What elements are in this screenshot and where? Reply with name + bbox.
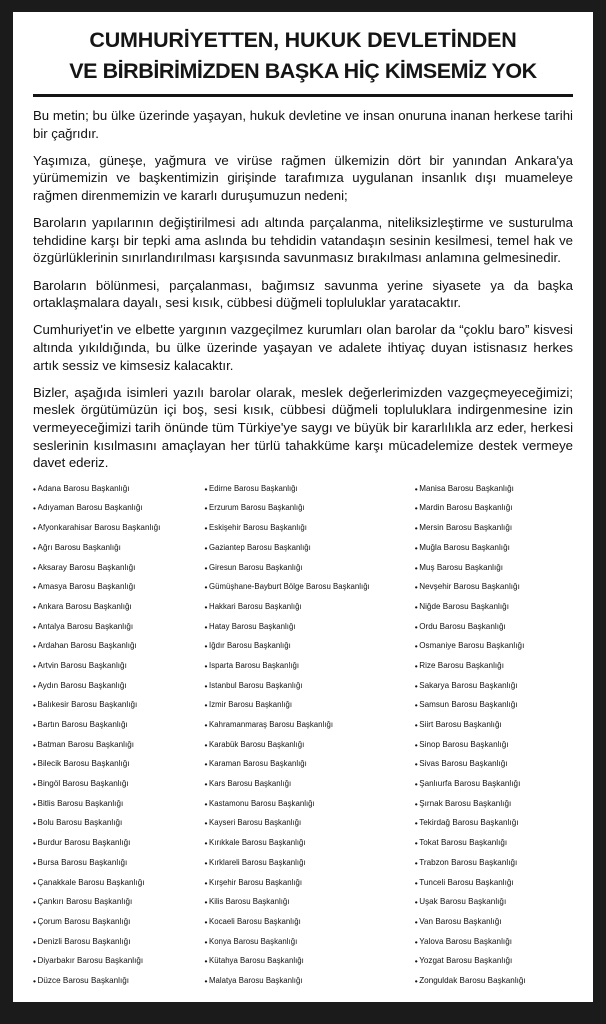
bullet-icon: • [204,798,208,809]
list-item [205,564,411,584]
signatory-name: Adıyaman Barosu Başkanlığı [37,504,143,513]
bullet-icon: • [414,818,418,829]
signatory-name: Kastamonu Barosu Başkanlığı [209,799,315,808]
signatory-list [33,485,573,997]
signatory-name: Şırnak Barosu Başkanlığı [419,799,512,808]
signatory-name: Yozgat Barosu Başkanlığı [419,957,513,966]
list-item [415,957,573,977]
bullet-icon: • [414,483,418,494]
signatory-name: Sinop Barosu Başkanlığı [419,740,509,749]
bullet-icon: • [33,798,37,809]
signatory-name: Van Barosu Başkanlığı [419,917,502,926]
signatory-column-3 [415,485,573,997]
bullet-icon: • [33,680,37,691]
signatory-name: Erzurum Barosu Başkanlığı [209,504,305,513]
bullet-icon: • [33,621,37,632]
signatory-name: Yalova Barosu Başkanlığı [419,937,513,946]
bullet-icon: • [33,720,37,731]
list-item [205,977,411,997]
bullet-icon: • [204,621,208,632]
list-item [205,800,411,820]
list-item [33,721,201,741]
bullet-icon: • [204,818,208,829]
list-item [33,662,201,682]
signatory-name: Hatay Barosu Başkanlığı [209,622,296,631]
signatory-name: Balıkesir Barosu Başkanlığı [37,701,138,710]
headline-line-1: CUMHURİYETTEN, HUKUK DEVLETİNDEN [89,28,517,52]
signatory-name: Karaman Barosu Başkanlığı [209,760,307,769]
bullet-icon: • [204,857,208,868]
list-item [415,623,573,643]
list-item [415,485,573,505]
signatory-name: Osmaniye Barosu Başkanlığı [419,642,525,651]
bullet-icon: • [414,601,418,612]
list-item [415,839,573,859]
signatory-name: Mersin Barosu Başkanlığı [419,524,513,533]
signatory-name: Kütahya Barosu Başkanlığı [209,957,304,966]
signatory-name: Isparta Barosu Başkanlığı [209,661,300,670]
bullet-icon: • [33,582,37,593]
list-item [205,485,411,505]
bullet-icon: • [204,720,208,731]
list-item [205,780,411,800]
signatory-name: Kars Barosu Başkanlığı [209,780,292,789]
signatory-name: Aydın Barosu Başkanlığı [37,681,127,690]
signatory-name: Gümüşhane-Bayburt Bölge Barosu Başkanlığı [209,583,370,592]
list-item [415,583,573,603]
bullet-icon: • [414,700,418,711]
signatory-name: Şanlıurfa Barosu Başkanlığı [419,780,521,789]
list-item [33,485,201,505]
list-item [415,760,573,780]
signatory-name: Samsun Barosu Başkanlığı [419,701,518,710]
list-item [33,741,201,761]
list-item [205,957,411,977]
signatory-name: Nevşehir Barosu Başkanlığı [419,583,520,592]
bullet-icon: • [414,936,418,947]
signatory-name: Kırklareli Barosu Başkanlığı [209,858,306,867]
headline-line-2: VE BİRBİRİMİZDEN BAŞKA HİÇ KİMSEMİZ YOK [69,58,537,83]
list-item [33,682,201,702]
bullet-icon: • [33,562,37,573]
list-item [33,918,201,938]
bullet-icon: • [414,759,418,770]
list-item [205,741,411,761]
list-item [415,819,573,839]
list-item [205,583,411,603]
bullet-icon: • [414,857,418,868]
signatory-name: Tunceli Barosu Başkanlığı [419,878,514,887]
bullet-icon: • [33,936,37,947]
bullet-icon: • [204,503,208,514]
bullet-icon: • [414,680,418,691]
list-item [33,977,201,997]
list-item [33,780,201,800]
list-item [415,701,573,721]
list-item [33,544,201,564]
bullet-icon: • [33,483,37,494]
bullet-icon: • [414,523,418,534]
bullet-icon: • [204,739,208,750]
signatory-name: Mardin Barosu Başkanlığı [419,504,513,513]
paragraph-3: Baroların yapılarının değiştirilmesi adı altında parçalanma, niteliksizleştirme ve susturulma tehdidine karşı bir tepki ama aslında bu tehdidin vatandaşın sesinin kesilmesi, temel hak ve özgürlüklerinin sınırlandırılması karşısında savunmasız bırakılması anlamına gelmesinedir. [33,215,573,266]
bullet-icon: • [414,582,418,593]
list-item [33,760,201,780]
signatory-name: Bitlis Barosu Başkanlığı [37,799,124,808]
declaration-sheet [13,12,593,1002]
signatory-name: Çanakkale Barosu Başkanlığı [37,878,145,887]
list-item [415,879,573,899]
list-item [33,642,201,662]
bullet-icon: • [33,759,37,770]
bullet-icon: • [204,838,208,849]
bullet-icon: • [414,798,418,809]
list-item [415,603,573,623]
signatory-name: Amasya Barosu Başkanlığı [37,583,136,592]
list-item [205,642,411,662]
bullet-icon: • [33,660,37,671]
signatory-name: Batman Barosu Başkanlığı [37,740,135,749]
signatory-name: Bilecik Barosu Başkanlığı [37,760,130,769]
signatory-name: Kırşehir Barosu Başkanlığı [209,878,303,887]
list-item [415,918,573,938]
bullet-icon: • [204,897,208,908]
list-item [205,701,411,721]
signatory-name: Manisa Barosu Başkanlığı [419,484,514,493]
bullet-icon: • [414,641,418,652]
list-item [33,938,201,958]
bullet-icon: • [414,621,418,632]
signatory-name: Ardahan Barosu Başkanlığı [37,642,137,651]
list-item [415,741,573,761]
signatory-name: Muş Barosu Başkanlığı [419,563,504,572]
bullet-icon: • [414,660,418,671]
bullet-icon: • [204,680,208,691]
signatory-name: Hakkari Barosu Başkanlığı [209,602,302,611]
bullet-icon: • [33,818,37,829]
list-item [205,623,411,643]
bullet-icon: • [33,877,37,888]
list-item [205,524,411,544]
list-item [205,859,411,879]
bullet-icon: • [414,503,418,514]
bullet-icon: • [204,582,208,593]
signatory-name: Zonguldak Barosu Başkanlığı [419,976,526,985]
list-item [415,682,573,702]
list-item [205,682,411,702]
list-item [415,544,573,564]
list-item [33,524,201,544]
list-item [415,859,573,879]
signatory-name: Konya Barosu Başkanlığı [209,937,298,946]
bullet-icon: • [414,542,418,553]
bullet-icon: • [33,641,37,652]
signatory-name: Artvin Barosu Başkanlığı [37,661,127,670]
bullet-icon: • [33,739,37,750]
list-item [205,721,411,741]
list-item [205,544,411,564]
signatory-name: Aksaray Barosu Başkanlığı [37,563,136,572]
signatory-name: Bartın Barosu Başkanlığı [37,721,128,730]
list-item [33,564,201,584]
signatory-name: Burdur Barosu Başkanlığı [37,839,131,848]
list-item [33,859,201,879]
list-item [415,524,573,544]
list-item [33,583,201,603]
bullet-icon: • [33,838,37,849]
bullet-icon: • [33,503,37,514]
list-item [205,938,411,958]
bullet-icon: • [204,660,208,671]
list-item [205,760,411,780]
bullet-icon: • [33,523,37,534]
paragraph-6: Bizler, aşağıda isimleri yazılı barolar olarak, meslek değerlerimizden vazgeçmeyeceğimizi; meslek örgütümüzün içi boş, sesi kısık, cübbesi düğmeli topluluklara indirgenmesine izin vermeyeceğimizi tarih önünde tüm Türkiye'ye saygı ve büyük bir kararlılıkla arz eder, herkesi seslerinin kısılmasını amaçlayan her türlü tahakküme karşı mücadelemize destek vermeye davet ederiz. [33,384,573,471]
list-item [205,504,411,524]
declaration-body [33,107,573,472]
paragraph-2: Yaşımıza, güneşe, yağmura ve virüse rağmen ülkemizin dört bir yanından Ankara'ya yürümemizin ve başkentimizin girişinde tarafımıza uygulanan insanlık dışı muameleye rağmen direnmemizin ve kararlı duruşumuzun nedeni; [33,152,573,204]
title-divider [33,94,573,97]
signatory-name: Sakarya Barosu Başkanlığı [419,681,518,690]
bullet-icon: • [33,601,37,612]
signatory-name: Uşak Barosu Başkanlığı [419,898,507,907]
signatory-name: Karabük Barosu Başkanlığı [209,740,305,749]
list-item [33,504,201,524]
list-item [205,898,411,918]
signatory-name: Bursa Barosu Başkanlığı [37,858,128,867]
signatory-name: Giresun Barosu Başkanlığı [209,563,303,572]
list-item [415,504,573,524]
bullet-icon: • [204,916,208,927]
signatory-name: Eskişehir Barosu Başkanlığı [209,524,307,533]
list-item [415,721,573,741]
signatory-name: Malatya Barosu Başkanlığı [209,976,303,985]
bullet-icon: • [204,700,208,711]
list-item [205,662,411,682]
bullet-icon: • [204,779,208,790]
signatory-name: Ağrı Barosu Başkanlığı [37,543,121,552]
list-item [205,603,411,623]
signatory-name: Çankırı Barosu Başkanlığı [37,898,133,907]
bullet-icon: • [414,897,418,908]
bullet-icon: • [33,542,37,553]
signatory-name: Afyonkarahisar Barosu Başkanlığı [37,524,161,533]
signatory-name: Tekirdağ Barosu Başkanlığı [419,819,519,828]
bullet-icon: • [204,759,208,770]
signatory-name: Bingöl Barosu Başkanlığı [37,780,129,789]
bullet-icon: • [204,523,208,534]
list-item [415,938,573,958]
list-item [33,701,201,721]
bullet-icon: • [414,916,418,927]
signatory-name: Kilis Barosu Başkanlığı [209,898,290,907]
list-item [33,839,201,859]
bullet-icon: • [33,916,37,927]
bullet-icon: • [204,936,208,947]
list-item [415,662,573,682]
paragraph-1: Bu metin; bu ülke üzerinde yaşayan, hukuk devletine ve insan onuruna inanan herkese tarihi bir çağrıdır. [33,108,573,141]
bullet-icon: • [414,838,418,849]
page-title [33,25,573,86]
signatory-name: İzmir Barosu Başkanlığı [209,701,293,710]
signatory-name: Iğdır Barosu Başkanlığı [209,642,291,651]
bullet-icon: • [414,975,418,986]
signatory-name: Rize Barosu Başkanlığı [419,661,504,670]
bullet-icon: • [204,483,208,494]
list-item [415,898,573,918]
list-item [415,977,573,997]
paragraph-4: Baroların bölünmesi, parçalanması, bağımsız savunma yerine siyasete ya da başka ortaklaşmalara dayalı, sesi kısık, cübbesi düğmeli topluluklar yaratacaktır. [33,277,573,311]
list-item [205,918,411,938]
list-item [205,879,411,899]
signatory-name: Kırıkkale Barosu Başkanlığı [209,839,306,848]
bullet-icon: • [33,956,37,967]
list-item [33,623,201,643]
bullet-icon: • [414,779,418,790]
signatory-column-1 [33,485,205,997]
signatory-name: Denizli Barosu Başkanlığı [37,937,131,946]
bullet-icon: • [414,956,418,967]
signatory-name: Edirne Barosu Başkanlığı [209,484,298,493]
signatory-name: Bolu Barosu Başkanlığı [37,819,123,828]
signatory-column-2 [205,485,415,997]
list-item [415,642,573,662]
signatory-name: İstanbul Barosu Başkanlığı [209,681,303,690]
signatory-name: Siirt Barosu Başkanlığı [419,721,502,730]
signatory-name: Niğde Barosu Başkanlığı [419,602,509,611]
list-item [205,839,411,859]
bullet-icon: • [204,975,208,986]
signatory-name: Diyarbakır Barosu Başkanlığı [37,957,144,966]
bullet-icon: • [33,700,37,711]
bullet-icon: • [33,857,37,868]
signatory-name: Düzce Barosu Başkanlığı [37,976,130,985]
list-item [205,819,411,839]
bullet-icon: • [33,975,37,986]
signatory-name: Çorum Barosu Başkanlığı [37,917,131,926]
bullet-icon: • [414,739,418,750]
list-item [33,819,201,839]
signatory-name: Kayseri Barosu Başkanlığı [209,819,302,828]
paragraph-5: Cumhuriyet'in ve elbette yargının vazgeçilmez kurumları olan barolar da “çoklu baro” kisvesi altında yıkıldığında, bu ülke üzerinde yaşayan ve adalete ihtiyaç duyan istisnasız herkes artık sessiz ve kimsesiz kalacaktır. [33,322,573,373]
list-item [33,898,201,918]
signatory-name: Tokat Barosu Başkanlığı [419,839,508,848]
bullet-icon: • [204,877,208,888]
signatory-name: Kahramanmaraş Barosu Başkanlığı [209,721,334,730]
bullet-icon: • [414,720,418,731]
signatory-name: Ordu Barosu Başkanlığı [419,622,506,631]
bullet-icon: • [414,877,418,888]
bullet-icon: • [33,897,37,908]
bullet-icon: • [204,542,208,553]
bullet-icon: • [204,641,208,652]
bullet-icon: • [33,779,37,790]
bullet-icon: • [204,562,208,573]
signatory-name: Kocaeli Barosu Başkanlığı [209,917,301,926]
signatory-name: Sivas Barosu Başkanlığı [419,760,508,769]
signatory-name: Gaziantep Barosu Başkanlığı [209,543,311,552]
signatory-name: Muğla Barosu Başkanlığı [419,543,510,552]
signatory-name: Antalya Barosu Başkanlığı [37,622,134,631]
signatory-name: Ankara Barosu Başkanlığı [37,602,132,611]
list-item [33,879,201,899]
list-item [33,603,201,623]
signatory-name: Trabzon Barosu Başkanlığı [419,858,518,867]
list-item [33,800,201,820]
list-item [415,564,573,584]
bullet-icon: • [204,956,208,967]
list-item [415,800,573,820]
signatory-name: Adana Barosu Başkanlığı [37,484,130,493]
bullet-icon: • [204,601,208,612]
list-item [415,780,573,800]
list-item [33,957,201,977]
bullet-icon: • [414,562,418,573]
